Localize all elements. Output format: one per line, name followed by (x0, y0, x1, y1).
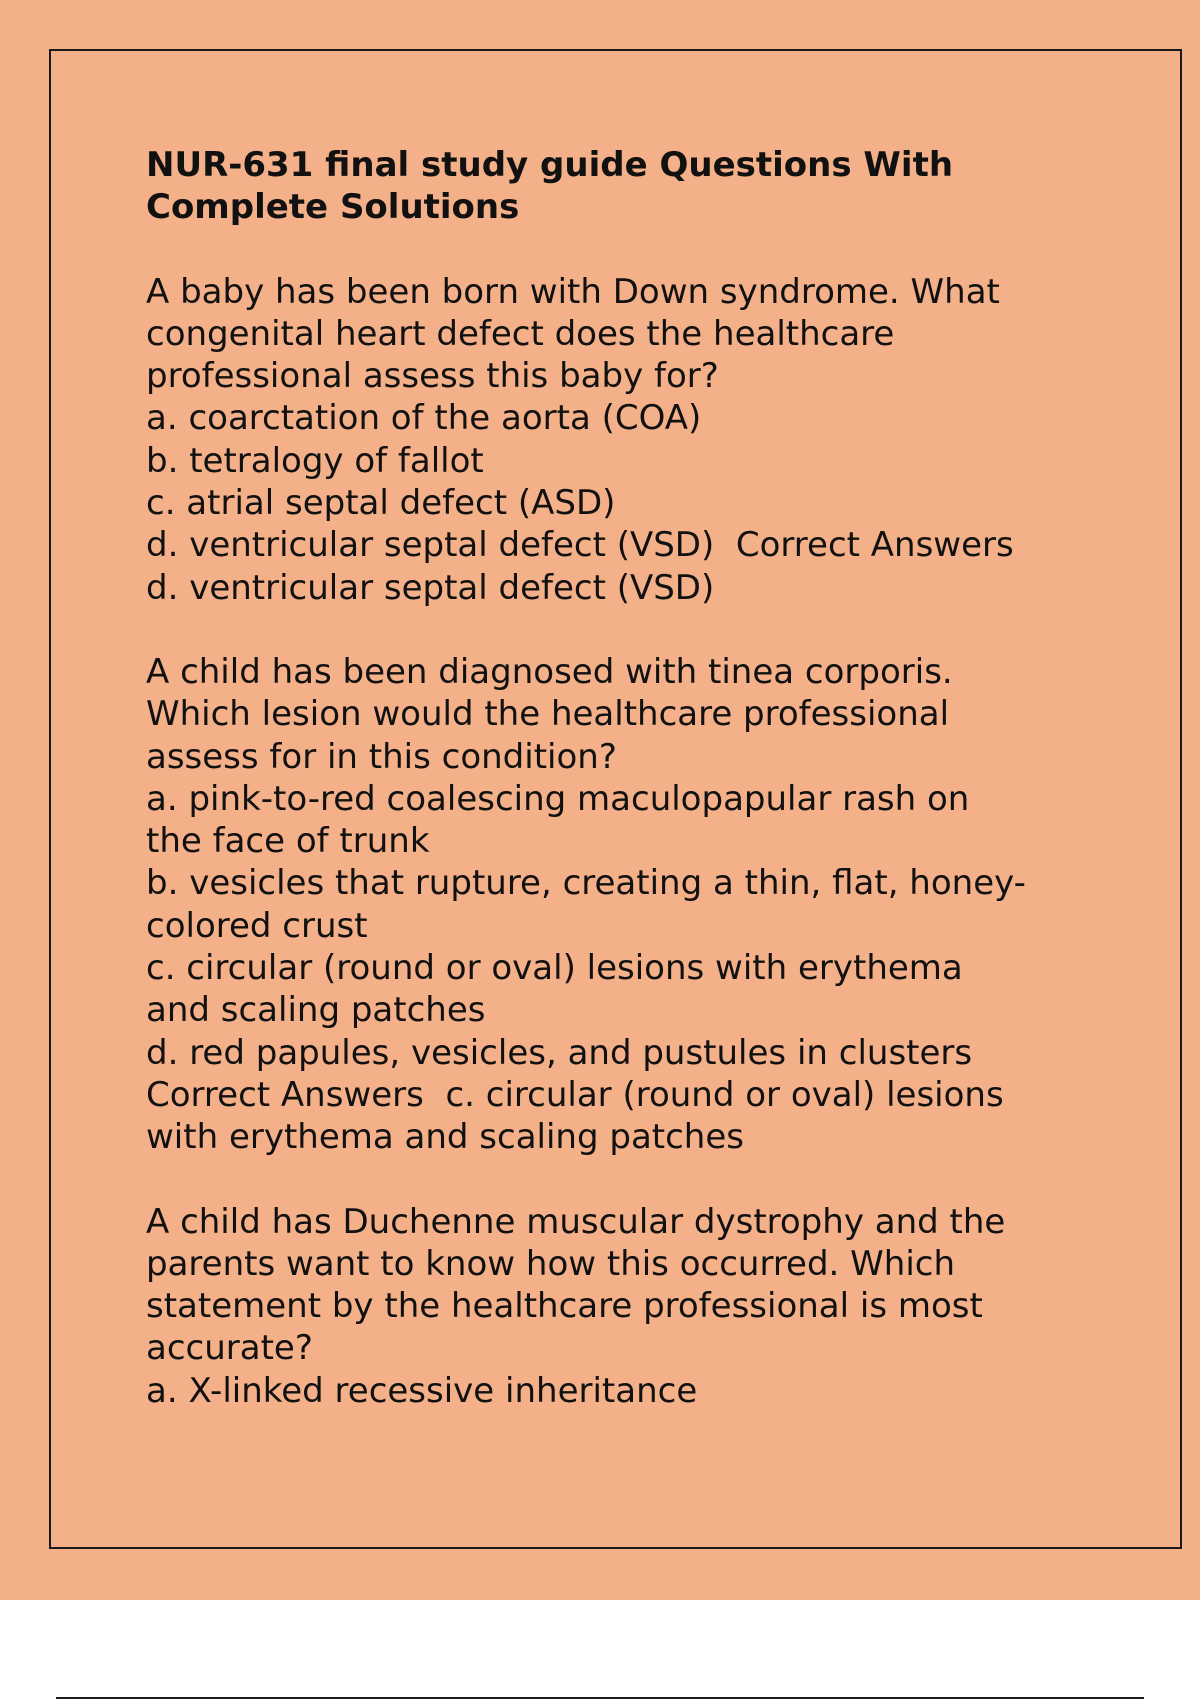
answer-option: a. pink-to-red coalescing maculopapular rash on (146, 778, 970, 819)
answer-option: b. tetralogy of fallot (146, 440, 484, 481)
correct-answer: d. ventricular septal defect (VSD) (146, 567, 715, 608)
answer-option: the face of trunk (146, 821, 430, 862)
question-text: Which lesion would the healthcare professional (146, 694, 950, 735)
document-content (146, 144, 1106, 1454)
answer-option: and scaling patches (146, 990, 486, 1031)
correct-answer: Correct Answers c. circular (round or oval) lesions (146, 1074, 1004, 1115)
question-block-3 (146, 1201, 1106, 1412)
answer-option: colored crust (146, 905, 368, 946)
answer-option: a. X-linked recessive inheritance (146, 1370, 698, 1411)
answer-option: d. red papules, vesicles, and pustules in clusters (146, 1032, 973, 1073)
question-text: professional assess this baby for? (146, 356, 719, 397)
answer-option: d. ventricular septal defect (VSD) Correct Answers (146, 525, 1014, 566)
answer-option: a. coarctation of the aorta (COA) (146, 398, 702, 439)
question-block-1 (146, 271, 1106, 609)
question-text: A child has been diagnosed with tinea corporis. (146, 651, 953, 692)
answer-option: b. vesicles that rupture, creating a thin, flat, honey- (146, 863, 1026, 904)
correct-answer: with erythema and scaling patches (146, 1117, 744, 1158)
question-text: parents want to know how this occurred. Which (146, 1243, 956, 1284)
question-text: statement by the healthcare professional is most (146, 1286, 983, 1327)
question-text: A baby has been born with Down syndrome. What (146, 271, 1000, 312)
question-text: A child has Duchenne muscular dystrophy and the (146, 1201, 1006, 1242)
question-text: accurate? (146, 1328, 313, 1369)
question-block-2 (146, 651, 1106, 1159)
title-line: Complete Solutions (146, 187, 520, 228)
answer-option: c. circular (round or oval) lesions with erythema (146, 948, 963, 989)
document-title (146, 144, 1106, 229)
question-text: congenital heart defect does the healthcare (146, 313, 895, 354)
title-line: NUR-631 final study guide Questions With (146, 145, 954, 185)
question-text: assess for in this condition? (146, 736, 617, 777)
footer-divider (56, 1697, 1144, 1699)
answer-option: c. atrial septal defect (ASD) (146, 483, 616, 524)
